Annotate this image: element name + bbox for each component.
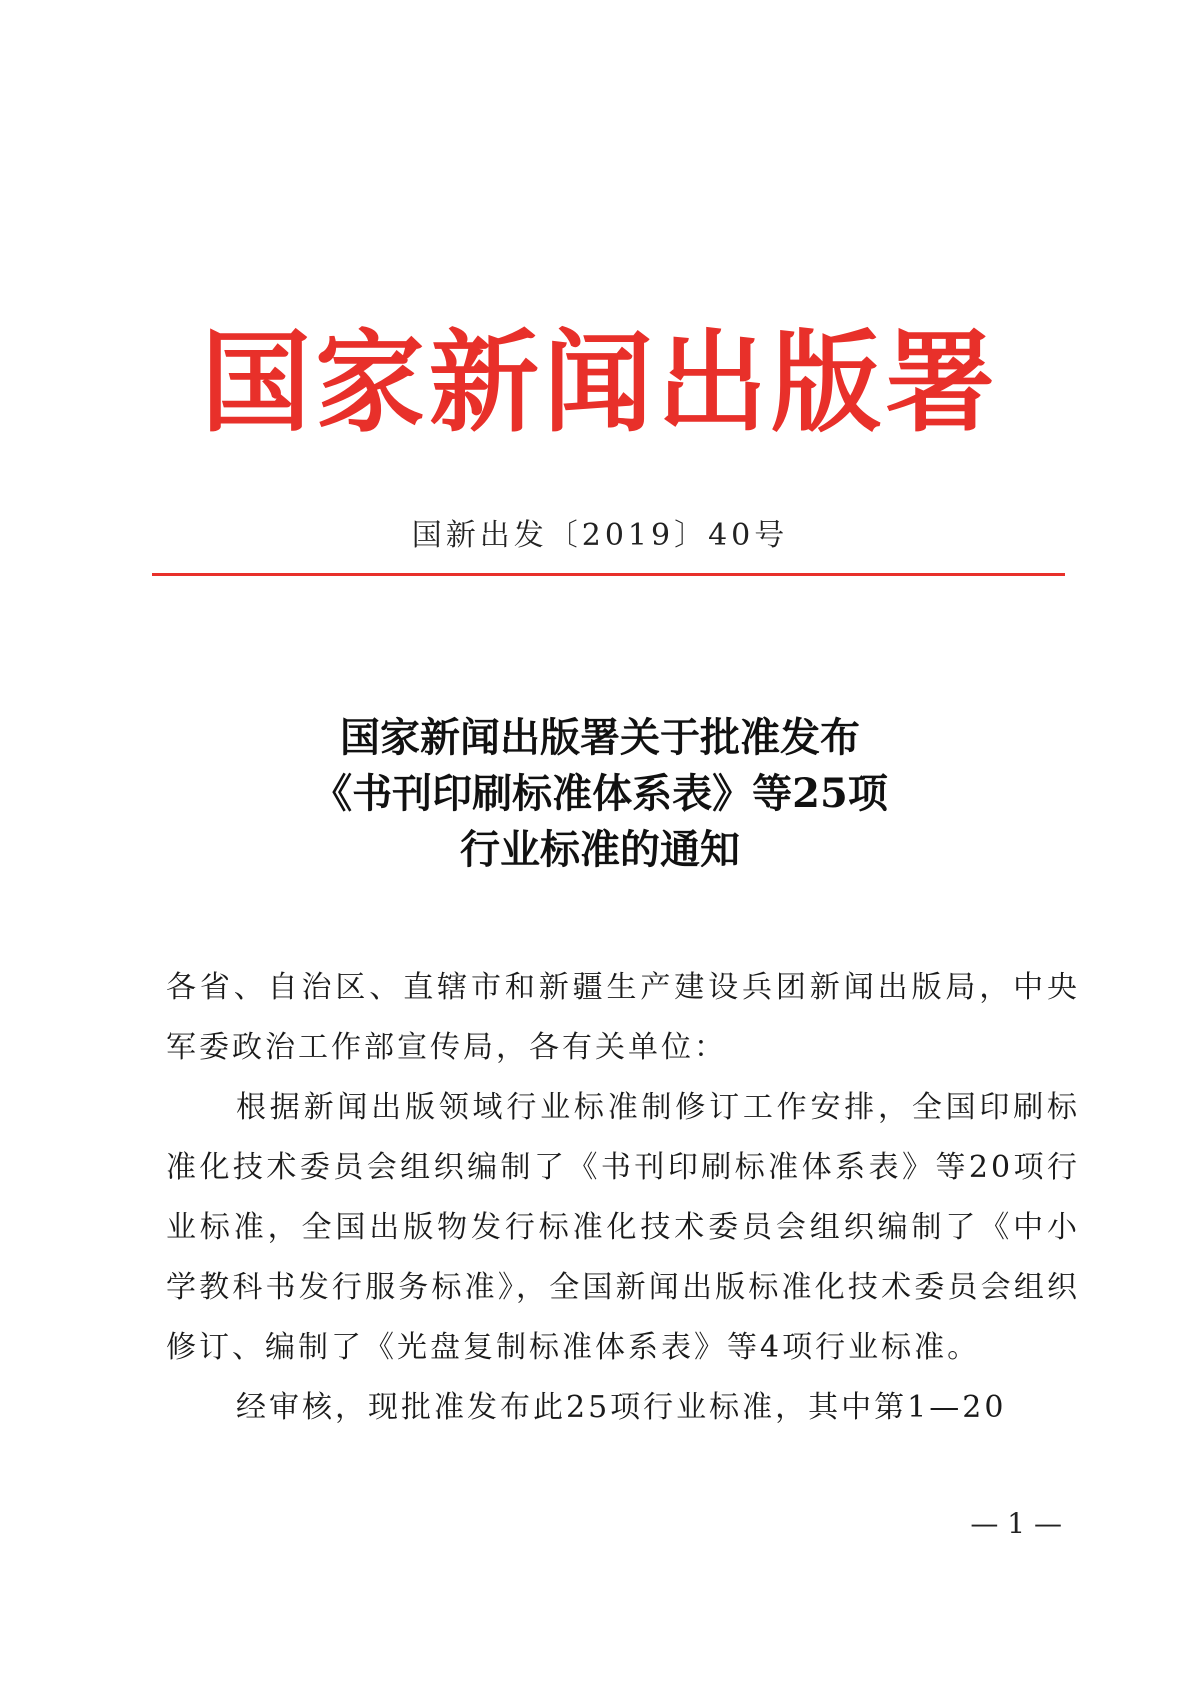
body-paragraph-1: 根据新闻出版领域行业标准制修订工作安排，全国印刷标准化技术委员会组织编制了《书刊印刷标准体系表》等20项行业标准，全国出版物发行标准化技术委员会组织编制了《中小学教科书发行服务标准》，全国新闻出版标准化技术委员会组织修订、编制了《光盘复制标准体系表》等4项行业标准。 (166, 1090, 1080, 1365)
title-line-1: 国家新闻出版署关于批准发布 (340, 714, 860, 761)
notice-title (0, 710, 1200, 878)
notice-body (166, 958, 1080, 1438)
title-line-2: 《书刊印刷标准体系表》等25项 (312, 770, 888, 817)
masthead-title: 国家新闻出版署 (201, 319, 999, 447)
red-divider-line (152, 573, 1065, 576)
body-paragraph-2: 经审核，现批准发布此25项行业标准，其中第1—20 (236, 1390, 1007, 1425)
title-line-3: 行业标准的通知 (460, 826, 740, 873)
salutation: 各省、自治区、直辖市和新疆生产建设兵团新闻出版局，中央军委政治工作部宣传局，各有关单位： (166, 970, 1080, 1065)
document-number: 国新出发〔2019〕40号 (411, 518, 789, 553)
page-number: — 1 — (970, 1507, 1062, 1540)
